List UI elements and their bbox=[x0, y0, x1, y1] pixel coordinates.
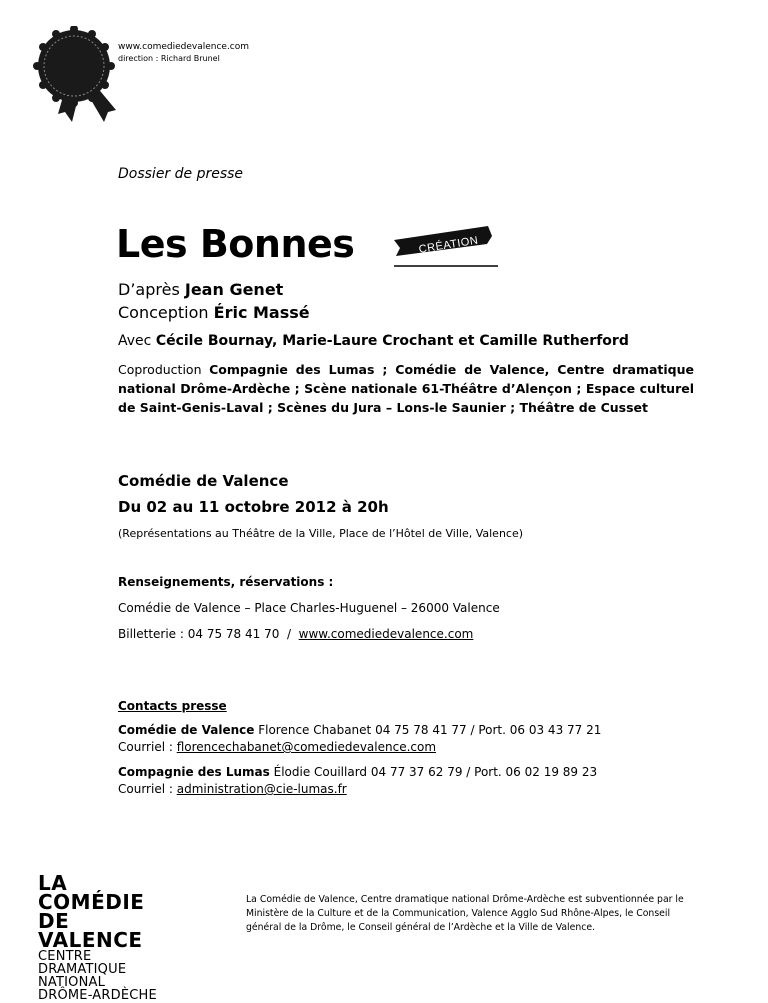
logo-line-5: NATIONAL bbox=[38, 975, 106, 990]
credit-director-name: Éric Massé bbox=[213, 303, 310, 322]
press-contact-email-link[interactable]: administration@cie-lumas.fr bbox=[176, 782, 347, 796]
credit-conception-prefix: Conception bbox=[118, 303, 209, 322]
press-contact-org: Compagnie des Lumas bbox=[118, 765, 270, 779]
credit-author-name: Jean Genet bbox=[184, 280, 284, 299]
creation-ribbon-label: CRÉATION bbox=[417, 234, 480, 256]
press-contact-mail-prefix: Courriel : bbox=[118, 782, 177, 796]
header-direction: direction : Richard Brunel bbox=[118, 54, 220, 63]
page-title: Les Bonnes bbox=[116, 222, 355, 266]
ticketing-website-link[interactable]: www.comediedevalence.com bbox=[298, 627, 474, 641]
credit-author bbox=[118, 279, 283, 301]
performance-dates: Du 02 au 11 octobre 2012 à 20h bbox=[118, 498, 389, 516]
funding-note: La Comédie de Valence, Centre dramatique national Drôme-Ardèche est subventionnée par le Ministère de la Culture et de la Communication, Valence Agglo Sud Rhône-Alpes, le Conseil général de la Drôme, le Conseil général de l’Ardèche et la Ville de Valence. bbox=[246, 894, 684, 933]
press-contact-org: Comédie de Valence bbox=[118, 723, 255, 737]
creation-ribbon bbox=[388, 222, 500, 270]
press-contact-2 bbox=[118, 764, 597, 781]
ticketing-phone: Billetterie : 04 75 78 41 70 / bbox=[118, 627, 299, 641]
header-website[interactable]: www.comediedevalence.com bbox=[118, 42, 250, 52]
press-contact-mail-prefix: Courriel : bbox=[118, 740, 177, 754]
press-contacts-heading: Contacts presse bbox=[118, 699, 227, 713]
press-contact-2-mail bbox=[118, 781, 347, 798]
credit-author-prefix: D’après bbox=[118, 280, 180, 299]
credit-coproduction-names: Compagnie des Lumas ; Comédie de Valence, Centre dramatique national Drôme-Ardèche ; Scène nationale 61-Théâtre d’Alençon ; Espace culturel de Saint-Genis-Laval ; Scènes du Jura – Lons-le Saunier ; Théâtre de Cusset bbox=[118, 362, 694, 415]
logo-line-3: CENTRE bbox=[38, 949, 92, 964]
press-contact-1-mail bbox=[118, 739, 436, 756]
credit-coproduction bbox=[118, 360, 694, 417]
press-contact-1 bbox=[118, 722, 601, 739]
credit-cast-names: Cécile Bournay, Marie-Laure Crochant et Camille Rutherford bbox=[155, 333, 629, 349]
press-contact-details: Élodie Couillard 04 77 37 62 79 / Port. 06 02 19 89 23 bbox=[269, 765, 598, 779]
logo-line-2: DE VALENCE bbox=[38, 909, 143, 952]
logo-line-6: DRÔME-ARDÈCHE bbox=[38, 988, 157, 1003]
venue-name: Comédie de Valence bbox=[118, 472, 289, 490]
credit-conception bbox=[118, 302, 310, 324]
info-heading: Renseignements, réservations : bbox=[118, 575, 334, 589]
comedie-de-valence-logo bbox=[38, 871, 178, 1003]
press-contact-email-link[interactable]: florencechabanet@comediedevalence.com bbox=[176, 740, 437, 754]
credit-cast bbox=[118, 333, 629, 349]
performance-location: (Représentations au Théâtre de la Ville, Place de l’Hôtel de Ville, Valence) bbox=[118, 527, 524, 540]
credit-cast-prefix: Avec bbox=[118, 333, 152, 349]
logo-line-1: LA COMÉDIE bbox=[38, 871, 145, 914]
rosette-badge-icon bbox=[32, 26, 122, 126]
press-contact-details: Florence Chabanet 04 75 78 41 77 / Port. 06 03 43 77 21 bbox=[254, 723, 602, 737]
document-type: Dossier de presse bbox=[118, 166, 244, 182]
credit-coproduction-prefix: Coproduction bbox=[118, 362, 202, 377]
logo-line-4: DRAMATIQUE bbox=[38, 962, 127, 977]
info-ticketing bbox=[118, 627, 473, 641]
info-address: Comédie de Valence – Place Charles-Huguenel – 26000 Valence bbox=[118, 601, 500, 615]
